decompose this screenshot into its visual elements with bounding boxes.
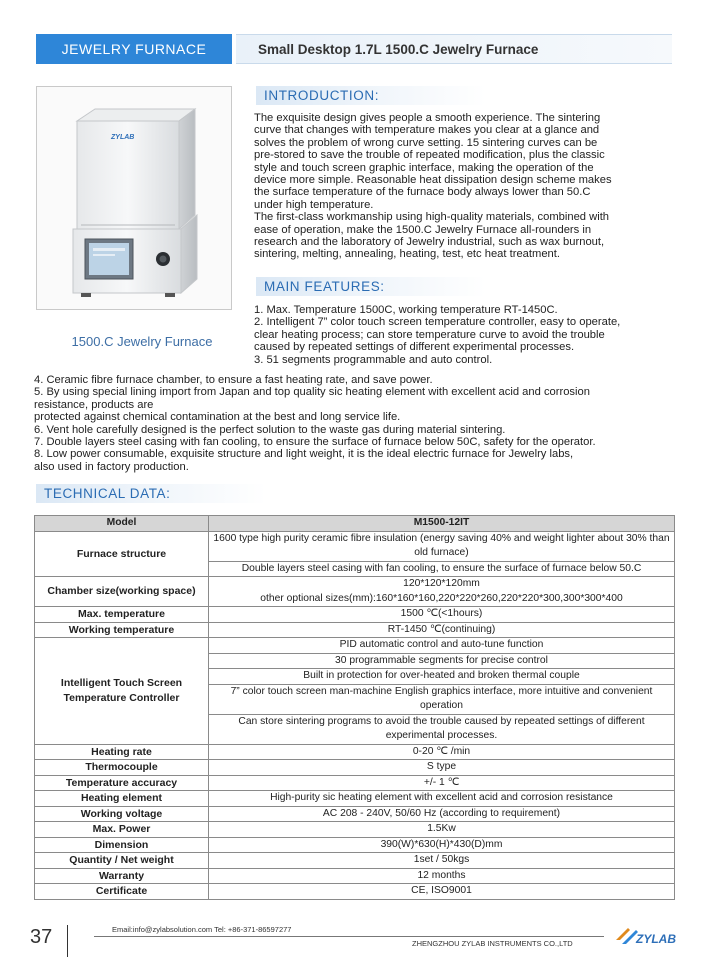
spec-label: Working voltage [35,806,209,822]
text-line: style and touch screen graphic interface, making the operation of the [254,161,594,174]
product-caption: 1500.C Jewelry Furnace [71,334,213,349]
spec-value: 7” color touch screen man-machine English graphics interface, more intuitive and convenient operation [209,684,675,714]
table-row [35,868,675,884]
text-line: device more simple. Reasonable heat dissipation design scheme makes [254,174,612,187]
spec-label: Heating element [35,791,209,807]
spec-label: Thermocouple [35,760,209,776]
table-row [35,884,675,900]
text-line: under high temperature. [254,198,374,211]
spec-value: PID automatic control and auto-tune function [209,638,675,654]
footer-company: ZHENGZHOU ZYLAB INSTRUMENTS CO.,LTD [412,939,573,948]
table-row [35,822,675,838]
spec-label: Warranty [35,868,209,884]
spec-value: 12 months [209,868,675,884]
spec-value: S type [209,760,675,776]
page-title: Small Desktop 1.7L 1500.C Jewelry Furnace [236,34,672,64]
spec-label: Max. temperature [35,607,209,623]
feature-line: resistance, products are [34,398,154,411]
feature-line: clear heating process; can store temperature curve to avoid the trouble [254,328,605,341]
text-line: sintering, melting, annealing, heating, test, etc heat treatment. [254,248,560,261]
spec-value: Can store sintering programs to avoid the trouble caused by repeated settings of different experimental processes. [209,714,675,744]
feature-line: protected against chemical contamination at the best and long service life. [34,411,401,424]
introduction-text [254,112,684,261]
spec-label: Max. Power [35,822,209,838]
text-line: The first-class workmanship using high-quality materials, combined with [254,211,610,224]
table-row [35,791,675,807]
footer-rule [94,936,604,937]
spec-value: 30 programmable segments for precise control [209,653,675,669]
spec-value: 1.5Kw [209,822,675,838]
table-row [35,577,675,607]
spec-label: Intelligent Touch Screen Temperature Controller [35,638,209,745]
column-header-value: M1500-12IT [209,516,675,532]
feature-line: 1. Max. Temperature 1500C, working temperature RT-1450C. [254,304,558,316]
text-line: research and the laboratory of Jewelry industrial, such as wax burnout, [254,236,605,249]
company-logo [614,924,678,948]
feature-line: 8. Low power consumable, exquisite structure and light weight, it is the ideal electric furnace for Jewelry labs, [34,448,574,461]
feature-line: 2. Intelligent 7” color touch screen temperature controller, easy to operate, [254,316,621,329]
spec-value: 1500 ℃(<1hours) [209,607,675,623]
spec-value: 1set / 50kgs [209,853,675,869]
spec-value: +/- 1 ℃ [209,775,675,791]
text-line: ease of operation, make the 1500.C Jewelry Furnace all-rounders in [254,223,592,236]
feature-line: also used in factory production. [34,460,189,473]
spec-value: Double layers steel casing with fan cooling, to ensure the surface of furnace below 50.C [209,561,675,577]
column-header-model: Model [35,516,209,532]
features-list-top [254,304,684,366]
spec-label: Quantity / Net weight [35,853,209,869]
table-row [35,638,675,654]
feature-line: caused by repeated settings of different experimental processes. [254,341,575,354]
feature-line: 5. By using special lining import from Japan and top quality sic heating element with excellent acid and corrosion [34,386,590,399]
spec-label: Temperature accuracy [35,775,209,791]
product-image [36,86,232,310]
spec-label: Working temperature [35,622,209,638]
table-row [35,744,675,760]
spec-value: 1600 type high purity ceramic fibre insulation (energy saving 40% and weight lighter about 30% than old furnace) [209,531,675,561]
spec-label: Certificate [35,884,209,900]
spec-table [34,515,675,900]
technical-data-heading: TECHNICAL DATA: [36,484,266,503]
feature-line: 6. Vent hole carefully designed is the perfect solution to the waste gas during material sintering. [34,423,506,436]
table-row [35,837,675,853]
text-line: pre-stored to save the trouble of repeated modification, plus the classic [254,149,605,162]
section-tag: JEWELRY FURNACE [36,34,232,64]
logo-text: ZYLAB [636,932,676,946]
spec-label: Dimension [35,837,209,853]
table-row [35,622,675,638]
spec-label: Furnace structure [35,531,209,577]
spec-value: Built in protection for over-heated and broken thermal couple [209,669,675,685]
text-line: the surface temperature of the furnace body always lower than 50.C [254,186,591,199]
spec-value: AC 208 - 240V, 50/60 Hz (according to requirement) [209,806,675,822]
introduction-heading: INTRODUCTION: [256,86,486,105]
table-row [35,806,675,822]
footer-divider [67,925,68,957]
feature-line: 7. Double layers steel casing with fan cooling, to ensure the surface of furnace below 50C, safety for the operator. [34,436,596,449]
features-list-bottom [34,374,684,473]
furnace-illustration [37,87,231,309]
spec-label: Chamber size(working space) [35,577,209,607]
table-row [35,853,675,869]
feature-line: 3. 51 segments programmable and auto control. [254,353,493,366]
spec-value: High-purity sic heating element with excellent acid and corrosion resistance [209,791,675,807]
spec-label: Heating rate [35,744,209,760]
table-row [35,531,675,561]
text-line: curve that changes with temperature makes you clear at a glance and [254,124,600,137]
spec-value: 390(W)*630(H)*430(D)mm [209,837,675,853]
table-row [35,607,675,623]
brand-mark: ZYLAB [111,134,135,141]
spec-value: RT-1450 ℃(continuing) [209,622,675,638]
feature-line: 4. Ceramic fibre furnace chamber, to ensure a fast heating rate, and save power. [34,374,433,386]
spec-value: 120*120*120mm other optional sizes(mm):160*160*160,220*220*260,220*220*300,300*300*400 [209,577,675,607]
text-line: solves the problem of wrong curve setting. 15 sintering curves can be [254,136,598,149]
page-number: 37 [30,926,53,948]
table-row [35,775,675,791]
text-line: The exquisite design gives people a smooth experience. The sintering [254,112,601,124]
spec-value: CE, ISO9001 [209,884,675,900]
main-features-heading: MAIN FEATURES: [256,277,486,296]
spec-value: 0-20 ℃ /min [209,744,675,760]
table-header-row [35,516,675,532]
footer-contact: Email:info@zylabsolution.com Tel: +86-371-86597277 [112,925,292,934]
table-row [35,760,675,776]
